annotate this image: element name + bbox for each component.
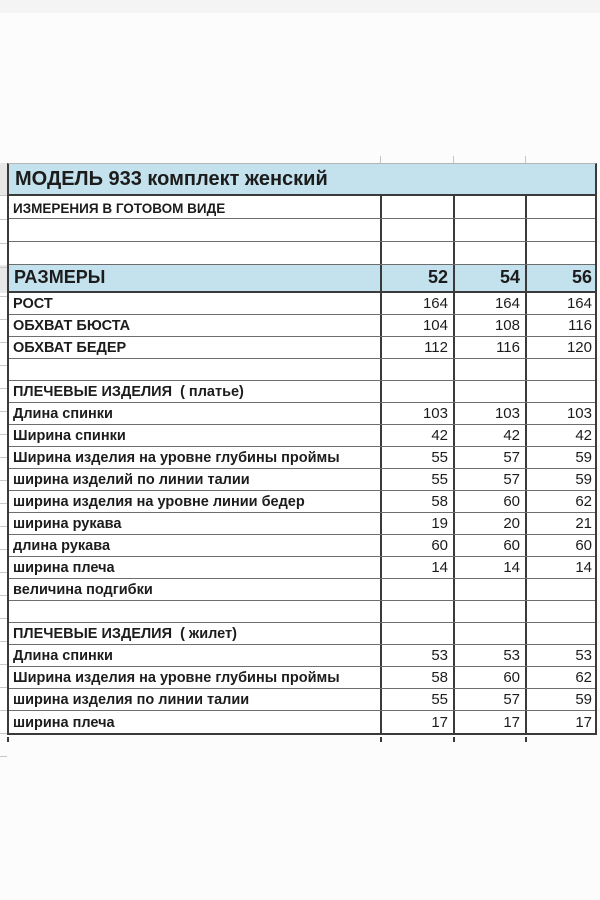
table-row-empty xyxy=(9,601,595,623)
table-row-title xyxy=(9,164,595,196)
gutter-gridline xyxy=(0,296,7,297)
measurement-value: 17 xyxy=(380,711,453,733)
measurement-value xyxy=(525,579,597,600)
measurement-value: 60 xyxy=(525,535,597,556)
table-cell xyxy=(525,196,597,218)
measurement-value: 57 xyxy=(453,689,525,710)
table-cell xyxy=(525,219,597,241)
gutter-gridline xyxy=(0,503,7,504)
gridline-stub-bottom xyxy=(525,737,527,742)
table-row xyxy=(9,557,595,579)
table-cell xyxy=(380,219,453,241)
measurement-value: 108 xyxy=(453,315,525,336)
measurement-value: 55 xyxy=(380,447,453,468)
gutter-gridline xyxy=(0,710,7,711)
measurement-value xyxy=(453,623,525,644)
measurement-value: 42 xyxy=(380,425,453,446)
measurement-value: 116 xyxy=(525,315,597,336)
gutter-gridline xyxy=(0,411,7,412)
measurement-value: 57 xyxy=(453,447,525,468)
table-row-sizes xyxy=(9,265,595,293)
table-cell xyxy=(525,242,597,264)
table-row-measurements-header xyxy=(9,196,595,219)
measurement-value xyxy=(453,579,525,600)
measurement-value: 59 xyxy=(525,689,597,710)
measurement-value: 53 xyxy=(453,645,525,666)
measurement-value xyxy=(453,601,525,622)
gridline-stub-top xyxy=(453,156,454,163)
measurement-label: ОБХВАТ БЕДЕР xyxy=(13,340,127,356)
measurement-label: ширина изделия на уровне линии бедер xyxy=(13,494,305,510)
gutter-gridline xyxy=(0,618,7,619)
measurement-value: 103 xyxy=(525,403,597,424)
measurement-label: ОБХВАТ БЮСТА xyxy=(13,318,131,334)
gridline-stub-top xyxy=(525,156,526,163)
measurement-value xyxy=(380,623,453,644)
measurement-value: 60 xyxy=(380,535,453,556)
table-cell xyxy=(380,242,453,264)
table-body xyxy=(9,293,595,733)
gutter-cell-tint xyxy=(0,163,7,195)
measurement-value: 103 xyxy=(380,403,453,424)
table-row xyxy=(9,447,595,469)
table-row xyxy=(9,711,595,733)
measurement-value: 104 xyxy=(380,315,453,336)
measurement-value: 14 xyxy=(525,557,597,578)
measurement-value: 53 xyxy=(525,645,597,666)
measurement-label xyxy=(9,601,380,622)
measurement-value xyxy=(453,381,525,402)
measurement-value: 14 xyxy=(453,557,525,578)
gutter-gridline xyxy=(0,342,7,343)
table-cell xyxy=(9,242,380,264)
measurement-value: 21 xyxy=(525,513,597,534)
table-row xyxy=(9,491,595,513)
table-row xyxy=(9,337,595,359)
measurement-value: 14 xyxy=(380,557,453,578)
gutter-gridline xyxy=(0,434,7,435)
measurement-label: Длина спинки xyxy=(13,648,113,664)
measurement-value: 112 xyxy=(380,337,453,358)
measurement-value xyxy=(525,359,597,380)
measurement-value xyxy=(525,623,597,644)
measurement-value: 19 xyxy=(380,513,453,534)
measurement-value: 55 xyxy=(380,689,453,710)
measurement-value xyxy=(525,381,597,402)
table-cell xyxy=(453,219,525,241)
measurement-label: Ширина изделия на уровне глубины проймы xyxy=(13,670,340,686)
measurement-label: Ширина спинки xyxy=(13,428,126,444)
measurement-value: 62 xyxy=(525,491,597,512)
measurement-value xyxy=(380,579,453,600)
table-row-section xyxy=(9,623,595,645)
measurement-label: РОСТ xyxy=(13,296,53,312)
measurement-value: 55 xyxy=(380,469,453,490)
measurement-label: ширина изделия по линии талии xyxy=(13,692,250,708)
measurement-value: 59 xyxy=(525,469,597,490)
table-row xyxy=(9,513,595,535)
measurement-label: ширина плеча xyxy=(13,715,115,731)
gutter-gridline xyxy=(0,687,7,688)
table-row xyxy=(9,579,595,601)
measurement-label xyxy=(9,359,380,380)
table-row xyxy=(9,425,595,447)
table-row xyxy=(9,645,595,667)
gutter-gridline xyxy=(0,733,7,734)
table-cell xyxy=(453,196,525,218)
gutter-gridline xyxy=(0,457,7,458)
table-cell xyxy=(380,196,453,218)
measurement-label: величина подгибки xyxy=(13,582,153,598)
sheet-left-gutter xyxy=(0,163,7,737)
gutter-gridline xyxy=(0,641,7,642)
measurement-value: 17 xyxy=(453,711,525,733)
table-cell xyxy=(453,242,525,264)
measurements-header-label: ИЗМЕРЕНИЯ В ГОТОВОМ ВИДЕ xyxy=(13,201,226,216)
measurement-value: 164 xyxy=(380,293,453,314)
gutter-gridline xyxy=(0,526,7,527)
table-row xyxy=(9,293,595,315)
gutter-gridline xyxy=(0,267,7,268)
table-row xyxy=(9,315,595,337)
table-row-section xyxy=(9,381,595,403)
measurement-value: 59 xyxy=(525,447,597,468)
table-row xyxy=(9,667,595,689)
measurement-value: 58 xyxy=(380,491,453,512)
size-value: 52 xyxy=(380,265,453,291)
measurement-value: 58 xyxy=(380,667,453,688)
gutter-gridline xyxy=(0,549,7,550)
gutter-gridline xyxy=(0,195,7,196)
measurement-label: Длина спинки xyxy=(13,406,113,422)
measurement-value xyxy=(380,381,453,402)
measurement-label: ширина плеча xyxy=(13,560,115,576)
measurement-label: длина рукава xyxy=(13,538,111,554)
gutter-gridline xyxy=(0,756,7,757)
gutter-gridline xyxy=(0,664,7,665)
measurement-value xyxy=(525,601,597,622)
gutter-gridline xyxy=(0,365,7,366)
measurement-value: 120 xyxy=(525,337,597,358)
size-value: 54 xyxy=(453,265,525,291)
measurement-value: 53 xyxy=(380,645,453,666)
measurement-label: ширина рукава xyxy=(13,516,122,532)
measurement-value xyxy=(380,359,453,380)
measurement-value: 57 xyxy=(453,469,525,490)
table-row-empty xyxy=(9,359,595,381)
measurement-value: 60 xyxy=(453,491,525,512)
page-title: МОДЕЛЬ 933 комплект женский xyxy=(15,167,328,190)
measurement-value: 17 xyxy=(525,711,597,733)
measurement-label: Ширина изделия на уровне глубины проймы xyxy=(13,450,340,466)
gutter-gridline xyxy=(0,219,7,220)
measurement-value: 42 xyxy=(453,425,525,446)
measurement-value: 20 xyxy=(453,513,525,534)
gridline-stub-bottom xyxy=(7,737,9,742)
measurement-value: 103 xyxy=(453,403,525,424)
measurement-value: 60 xyxy=(453,667,525,688)
gutter-gridline xyxy=(0,572,7,573)
table-row xyxy=(9,535,595,557)
measurement-value: 164 xyxy=(453,293,525,314)
section-label: ПЛЕЧЕВЫЕ ИЗДЕЛИЯ ( жилет) xyxy=(13,626,237,642)
measurement-value: 60 xyxy=(453,535,525,556)
size-value: 56 xyxy=(525,265,597,291)
gutter-gridline xyxy=(0,480,7,481)
size-chart-table xyxy=(7,163,597,735)
section-label: ПЛЕЧЕВЫЕ ИЗДЕЛИЯ ( платье) xyxy=(13,384,244,400)
table-row xyxy=(9,403,595,425)
gutter-gridline xyxy=(0,388,7,389)
page-top-strip xyxy=(0,0,600,13)
gridline-stub-bottom xyxy=(453,737,455,742)
table-row-empty xyxy=(9,219,595,242)
measurement-label: ширина изделий по линии талии xyxy=(13,472,250,488)
measurement-value: 116 xyxy=(453,337,525,358)
table-cell xyxy=(9,219,380,241)
measurement-value xyxy=(453,359,525,380)
sizes-label: РАЗМЕРЫ xyxy=(14,267,106,287)
table-row xyxy=(9,469,595,491)
gridline-stub-top xyxy=(380,156,381,163)
gutter-gridline xyxy=(0,595,7,596)
table-row xyxy=(9,689,595,711)
measurement-value: 164 xyxy=(525,293,597,314)
measurement-value: 42 xyxy=(525,425,597,446)
gutter-gridline xyxy=(0,319,7,320)
measurement-value: 62 xyxy=(525,667,597,688)
gridline-stub-bottom xyxy=(380,737,382,742)
gutter-cell-tint xyxy=(0,265,7,293)
table-row-empty xyxy=(9,242,595,265)
measurement-value xyxy=(380,601,453,622)
gutter-gridline xyxy=(0,243,7,244)
